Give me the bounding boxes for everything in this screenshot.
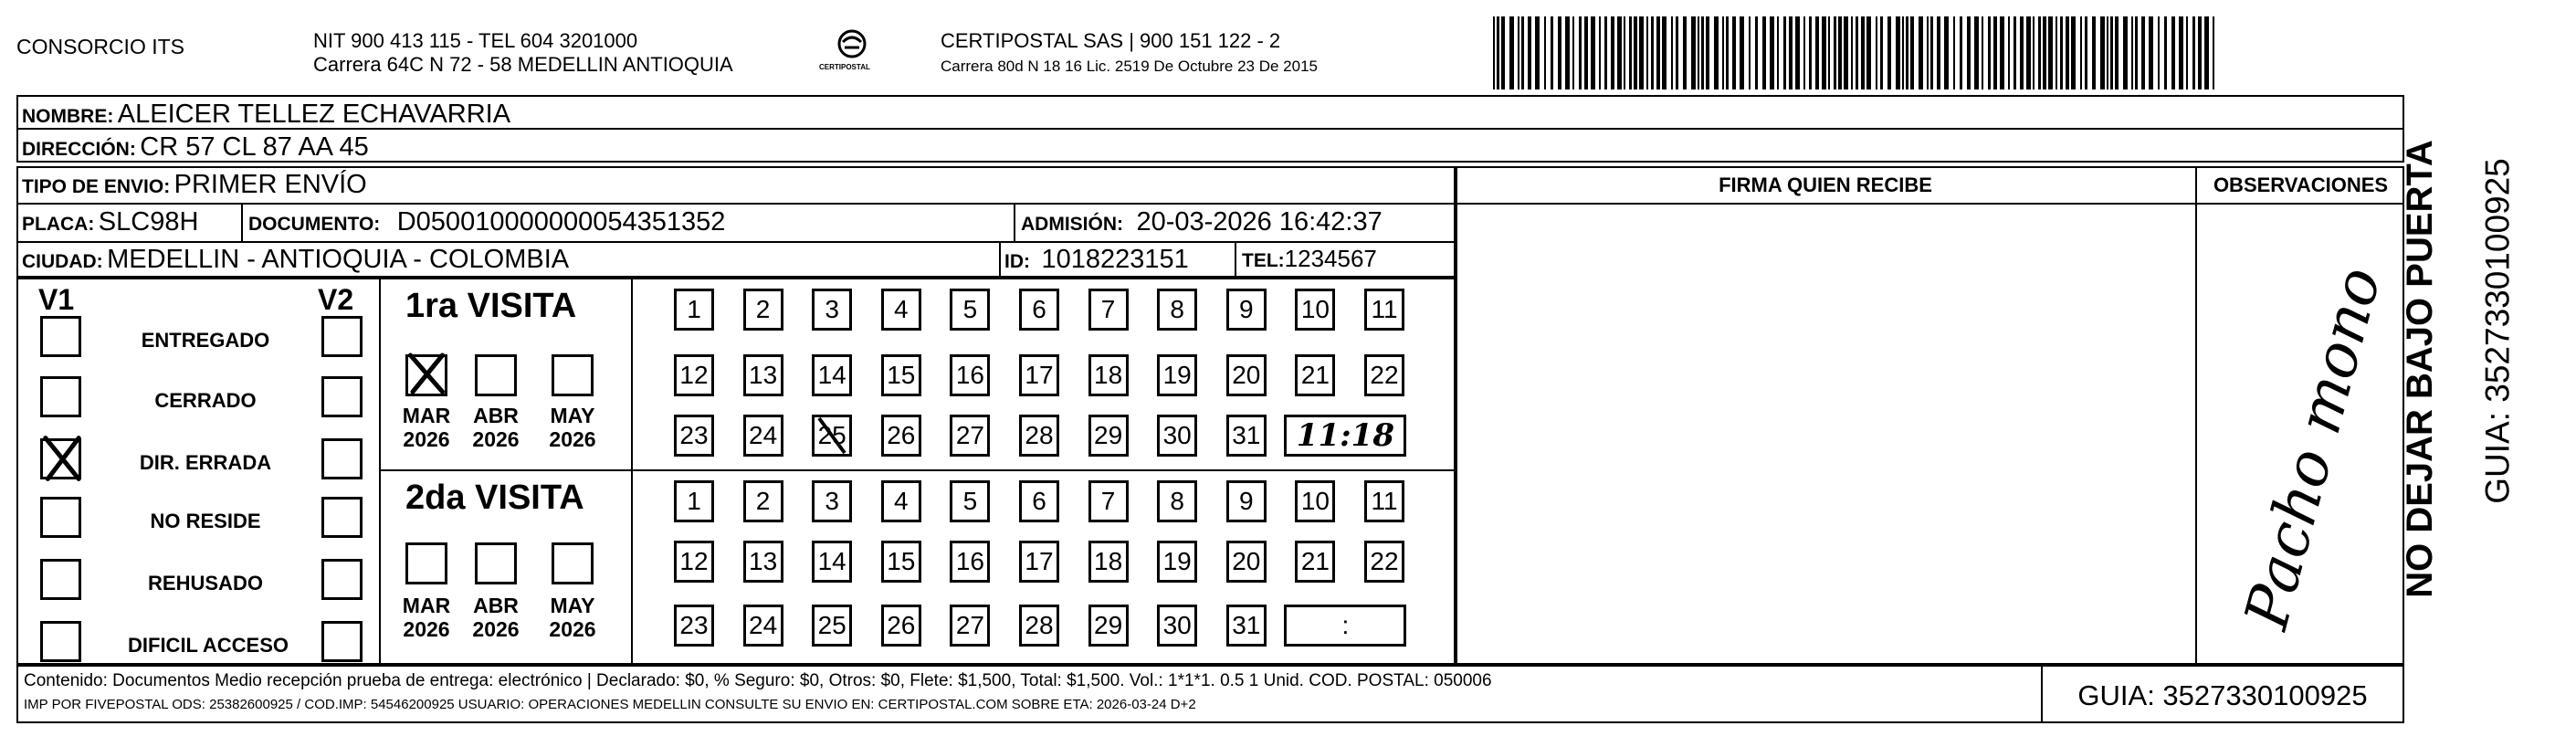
v1-checkbox[interactable]: [40, 497, 81, 538]
v2-label: V2: [318, 283, 354, 316]
day-box[interactable]: 25: [812, 415, 852, 457]
barcode-bar: [1930, 16, 1933, 89]
barcode-bar: [2056, 16, 2057, 89]
day-box[interactable]: 31: [1226, 605, 1267, 647]
month-check-mark: [404, 351, 449, 396]
day-box[interactable]: 12: [674, 354, 714, 396]
barcode-bar: [2071, 16, 2076, 89]
barcode-bar: [1906, 16, 1908, 89]
barcode-bar: [2198, 16, 2202, 89]
barcode-bar: [2164, 16, 2167, 89]
id-field: [1004, 247, 1189, 273]
v2-checkbox[interactable]: [321, 316, 363, 357]
day-box[interactable]: 13: [743, 541, 783, 583]
barcode-bar: [2000, 16, 2004, 89]
barcode-bar: [1851, 16, 1853, 89]
barcode-bar: [1822, 16, 1826, 89]
day-box[interactable]: 14: [812, 541, 852, 583]
company-name: CONSORCIO ITS: [16, 35, 185, 58]
barcode-bar: [2131, 16, 2133, 89]
barcode-bar: [1722, 16, 1724, 89]
barcode: [1493, 16, 2224, 89]
day-box[interactable]: 8: [1157, 480, 1197, 522]
barcode-bar: [1770, 16, 1774, 89]
day-box[interactable]: 24: [743, 415, 783, 457]
barcode-bar: [1993, 16, 1997, 89]
barcode-bar: [1803, 16, 1805, 89]
tipo-envio-value: PRIMER ENVÍO: [173, 170, 367, 199]
barcode-bar: [1656, 16, 1660, 89]
documento-field: [248, 209, 725, 236]
barcode-bar: [2123, 16, 2128, 89]
placa-label: PLACA:: [22, 214, 95, 235]
ciudad-label: CIUDAD:: [22, 251, 103, 272]
month-checkbox[interactable]: [405, 542, 447, 584]
tel-field: [1242, 247, 1377, 270]
barcode-bar: [1919, 16, 1923, 89]
barcode-bar: [2043, 16, 2046, 89]
barcode-bar: [2135, 16, 2138, 89]
barcode-bar: [1617, 16, 1622, 89]
day-box[interactable]: 10: [1295, 289, 1335, 331]
barcode-bar: [1518, 16, 1519, 89]
direccion-label: DIRECCIÓN:: [22, 139, 136, 160]
side-panel: [2400, 95, 2534, 643]
barcode-bar: [2085, 16, 2087, 89]
nombre-value: ALEICER TELLEZ ECHAVARRIA: [117, 100, 511, 129]
barcode-bar: [1624, 16, 1625, 89]
day-box[interactable]: 7: [1088, 480, 1129, 522]
v1-checkbox[interactable]: [40, 316, 81, 357]
month-label: MAR 2026: [402, 404, 451, 452]
barcode-bar: [2107, 16, 2108, 89]
day-cross-mark: [812, 415, 852, 457]
barcode-bar: [2192, 16, 2195, 89]
barcode-bar: [1493, 16, 1495, 89]
day-box[interactable]: 29: [1088, 605, 1129, 647]
day-box[interactable]: 28: [1019, 605, 1059, 647]
admision-field: [1021, 209, 1383, 236]
barcode-bar: [1501, 16, 1505, 89]
barcode-bar: [2213, 16, 2214, 89]
barcode-bar: [2080, 16, 2082, 89]
barcode-bar: [1599, 16, 1601, 89]
tipo-envio-field: [22, 172, 367, 198]
barcode-bar: [1671, 16, 1673, 89]
barcode-bar: [2100, 16, 2105, 89]
nombre-label: NOMBRE:: [22, 106, 114, 127]
barcode-bar: [2066, 16, 2069, 89]
day-box[interactable]: 22: [1364, 354, 1404, 396]
day-box[interactable]: 17: [1019, 541, 1059, 583]
v2-checkbox[interactable]: [321, 376, 363, 417]
documento-label: DOCUMENTO:: [248, 214, 381, 235]
month-checkbox[interactable]: [475, 354, 517, 396]
barcode-bar: [1861, 16, 1865, 89]
day-box[interactable]: 1: [674, 480, 714, 522]
day-box[interactable]: 18: [1088, 541, 1129, 583]
barcode-bar: [1755, 16, 1758, 89]
barcode-bar: [1777, 16, 1779, 89]
barcode-bar: [2060, 16, 2063, 89]
barcode-bar: [1683, 16, 1687, 89]
day-box[interactable]: 18: [1088, 354, 1129, 396]
barcode-bar: [1691, 16, 1696, 89]
status-option-label: REHUSADO: [148, 572, 263, 594]
barcode-bar: [1876, 16, 1877, 89]
v1-check-mark: [38, 433, 86, 484]
v2-checkbox[interactable]: [321, 621, 363, 662]
barcode-bar: [1646, 16, 1648, 89]
day-box[interactable]: 3: [812, 480, 852, 522]
day-box[interactable]: 29: [1088, 415, 1129, 457]
day-box[interactable]: 31: [1226, 415, 1267, 457]
v1-checkbox[interactable]: [40, 621, 81, 662]
day-box[interactable]: 27: [950, 605, 990, 647]
barcode-bar: [1565, 16, 1570, 89]
tipo-envio-label: TIPO DE ENVIO:: [22, 176, 171, 197]
day-box[interactable]: 8: [1157, 289, 1197, 331]
barcode-bar: [2186, 16, 2188, 89]
barcode-bar: [1887, 16, 1891, 89]
barcode-bar: [1584, 16, 1588, 89]
documento-value: D050010000000054351352: [396, 207, 726, 237]
status-option-label: ENTREGADO: [141, 329, 270, 352]
barcode-bar: [1544, 16, 1546, 89]
month-label: MAY 2026: [549, 404, 596, 452]
v1-checkbox[interactable]: [40, 376, 81, 417]
barcode-bar: [1732, 16, 1736, 89]
barcode-bar: [1902, 16, 1904, 89]
barcode-bar: [2115, 16, 2119, 89]
barcode-bar: [1528, 16, 1531, 89]
status-option-label: DIR. ERRADA: [139, 451, 272, 474]
tel-value: 1234567: [1284, 245, 1377, 272]
barcode-bar: [1535, 16, 1540, 89]
status-option-label: CERRADO: [154, 389, 257, 412]
barcode-bar: [1953, 16, 1955, 89]
barcode-bar: [1651, 16, 1654, 89]
barcode-bar: [1937, 16, 1940, 89]
barcode-bar: [1844, 16, 1848, 89]
month-checkbox[interactable]: [552, 354, 594, 396]
month-checkbox[interactable]: [475, 542, 517, 584]
barcode-bar: [2026, 16, 2031, 89]
barcode-bar: [2008, 16, 2010, 89]
day-box[interactable]: 30: [1157, 605, 1197, 647]
day-box[interactable]: 17: [1019, 354, 1059, 396]
barcode-bar: [1828, 16, 1830, 89]
company-address: Carrera 64C N 72 - 58 MEDELLIN ANTIOQUIA: [313, 53, 733, 76]
barcode-bar: [1927, 16, 1929, 89]
barcode-bar: [1591, 16, 1595, 89]
barcode-bar: [1521, 16, 1524, 89]
barcode-bar: [1714, 16, 1719, 89]
barcode-bar: [1838, 16, 1842, 89]
barcode-bar: [2141, 16, 2145, 89]
barcode-bar: [1944, 16, 1949, 89]
tel-label: TEL:: [1242, 250, 1285, 271]
placa-field: [22, 209, 198, 236]
time-box[interactable]: 11:18: [1284, 415, 1406, 457]
day-box[interactable]: 9: [1226, 289, 1267, 331]
day-box[interactable]: 28: [1019, 415, 1059, 457]
barcode-bar: [2179, 16, 2183, 89]
day-box[interactable]: 12: [674, 541, 714, 583]
barcode-bar: [1634, 16, 1637, 89]
barcode-bar: [1974, 16, 1979, 89]
day-box[interactable]: 6: [1019, 480, 1059, 522]
barcode-bar: [1896, 16, 1900, 89]
barcode-bar: [2110, 16, 2113, 89]
certipostal-logo: [815, 27, 888, 79]
barcode-bar: [1834, 16, 1836, 89]
courier-address: Carrera 80d N 18 16 Lic. 2519 De Octubre 23 De 2015: [941, 58, 1318, 75]
firma-header: FIRMA QUIEN RECIBE: [1719, 174, 1932, 196]
status-option-label: NO RESIDE: [150, 510, 261, 532]
visita2-title: 2da VISITA: [405, 479, 584, 517]
day-box[interactable]: 3: [812, 289, 852, 331]
barcode-bar: [1809, 16, 1812, 89]
barcode-bar: [1572, 16, 1574, 89]
barcode-bar: [1579, 16, 1582, 89]
day-box[interactable]: 21: [1295, 541, 1335, 583]
barcode-bar: [1629, 16, 1632, 89]
barcode-bar: [2013, 16, 2016, 89]
barcode-bar: [1497, 16, 1499, 89]
day-box[interactable]: 19: [1157, 354, 1197, 396]
direccion-row: [16, 128, 2404, 163]
barcode-bar: [1676, 16, 1678, 89]
barcode-bar: [1698, 16, 1699, 89]
admision-value: 20-03-2026 16:42:37: [1136, 207, 1383, 237]
id-label: ID:: [1004, 251, 1030, 272]
barcode-bar: [2171, 16, 2175, 89]
visita1-title: 1ra VISITA: [405, 287, 577, 325]
barcode-bar: [2149, 16, 2153, 89]
barcode-bar: [1960, 16, 1962, 89]
day-box[interactable]: 16: [950, 541, 990, 583]
admision-label: ADMISIÓN:: [1021, 214, 1123, 235]
day-box[interactable]: 21: [1295, 354, 1335, 396]
barcode-bar: [1639, 16, 1644, 89]
barcode-bar: [1856, 16, 1858, 89]
day-box[interactable]: 11: [1364, 289, 1404, 331]
observaciones-header: OBSERVACIONES: [2213, 174, 2389, 196]
v2-checkbox[interactable]: [321, 438, 363, 479]
courier-line: CERTIPOSTAL SAS | 900 151 122 - 2: [941, 29, 1281, 52]
footer-guia: GUIA: 3527330100925: [2077, 679, 2368, 711]
v1-checkbox[interactable]: [40, 559, 81, 600]
barcode-bar: [1701, 16, 1704, 89]
ciudad-field: [22, 247, 569, 273]
barcode-bar: [1509, 16, 1514, 89]
day-box[interactable]: 20: [1226, 541, 1267, 583]
month-label: MAY 2026: [549, 594, 596, 642]
month-label: ABR 2026: [472, 404, 520, 452]
day-box[interactable]: 5: [950, 480, 990, 522]
barcode-bar: [1789, 16, 1793, 89]
barcode-bar: [1866, 16, 1871, 89]
logo-text: CERTIPOSTAL: [819, 63, 870, 71]
barcode-bar: [1762, 16, 1766, 89]
barcode-bar: [1967, 16, 1971, 89]
nit-line: NIT 900 413 115 - TEL 604 3201000: [313, 29, 638, 52]
side-guia: GUIA: 3527330100925: [2478, 158, 2517, 504]
barcode-bar: [2204, 16, 2209, 89]
barcode-bar: [1558, 16, 1561, 89]
placa-value: SLC98H: [98, 207, 199, 237]
month-label: ABR 2026: [472, 594, 520, 642]
day-box[interactable]: 15: [881, 354, 921, 396]
barcode-bar: [1795, 16, 1800, 89]
day-box[interactable]: 10: [1295, 480, 1335, 522]
day-box[interactable]: 4: [881, 289, 921, 331]
day-box[interactable]: 25: [812, 605, 852, 647]
day-box[interactable]: 13: [743, 354, 783, 396]
day-box[interactable]: 23: [674, 415, 714, 457]
day-box[interactable]: 11: [1364, 480, 1404, 522]
day-box[interactable]: 16: [950, 354, 990, 396]
observaciones-text: Pacho mono: [2231, 259, 2395, 637]
footer-line2: IMP POR FIVEPOSTAL ODS: 25382600925 / COD.IMP: 54546200925 USUARIO: OPERACIONES MEDELLIN CONSULTE SU ENVIO EN: CERTIPOSTAL.COM SOBRE ETA: 2026-03-24 D+2: [24, 697, 1196, 712]
barcode-bar: [1880, 16, 1883, 89]
barcode-bar: [1706, 16, 1709, 89]
barcode-bar: [1988, 16, 1991, 89]
v2-checkbox[interactable]: [321, 559, 363, 600]
barcode-bar: [2092, 16, 2096, 89]
month-checkbox[interactable]: [552, 542, 594, 584]
ciudad-value: MEDELLIN - ANTIOQUIA - COLOMBIA: [107, 245, 570, 274]
barcode-bar: [1604, 16, 1607, 89]
day-box[interactable]: 7: [1088, 289, 1129, 331]
barcode-bar: [2038, 16, 2041, 89]
barcode-bar: [1662, 16, 1667, 89]
footer-line1: Contenido: Documentos Medio recepción prueba de entrega: electrónico | Declarado: $0, % Seguro: $0, Otros: $0, Flete: $1,500, Total: $1,500. Vol.: 1*1*1. 0.5 1 Unid. COD. POSTAL: 050006: [24, 671, 1492, 690]
time-box[interactable]: :: [1284, 605, 1406, 647]
day-box[interactable]: 5: [950, 289, 990, 331]
barcode-bar: [1611, 16, 1614, 89]
day-box[interactable]: 15: [881, 541, 921, 583]
month-label: MAR 2026: [402, 594, 451, 642]
barcode-bar: [2158, 16, 2160, 89]
day-box[interactable]: 2: [743, 480, 783, 522]
barcode-bar: [2048, 16, 2053, 89]
observaciones-handwriting: [2231, 259, 2395, 639]
day-box[interactable]: 4: [881, 480, 921, 522]
day-box[interactable]: 27: [950, 415, 990, 457]
barcode-bar: [2033, 16, 2035, 89]
barcode-bar: [1726, 16, 1729, 89]
barcode-bar: [1740, 16, 1744, 89]
barcode-bar: [1783, 16, 1786, 89]
barcode-bar: [1910, 16, 1914, 89]
barcode-bar: [1815, 16, 1819, 89]
status-option-label: DIFICIL ACCESO: [128, 634, 289, 657]
day-box[interactable]: 26: [881, 605, 921, 647]
day-box[interactable]: 20: [1226, 354, 1267, 396]
day-box[interactable]: 30: [1157, 415, 1197, 457]
nombre-field: [22, 101, 510, 128]
side-title: NO DEJAR BAJO PUERTA: [2400, 140, 2440, 598]
barcode-bar: [1749, 16, 1751, 89]
day-box[interactable]: 6: [1019, 289, 1059, 331]
v2-checkbox[interactable]: [321, 497, 363, 538]
v1-label: V1: [38, 283, 75, 316]
day-box[interactable]: 22: [1364, 541, 1404, 583]
barcode-bar: [2020, 16, 2024, 89]
day-box[interactable]: 24: [743, 605, 783, 647]
barcode-bar: [1551, 16, 1553, 89]
id-value: 1018223151: [1041, 245, 1189, 274]
day-box[interactable]: 23: [674, 605, 714, 647]
direccion-field: [22, 134, 369, 161]
day-box[interactable]: 19: [1157, 541, 1197, 583]
day-box[interactable]: 1: [674, 289, 714, 331]
day-box[interactable]: 9: [1226, 480, 1267, 522]
direccion-value: CR 57 CL 87 AA 45: [140, 132, 369, 162]
day-box[interactable]: 26: [881, 415, 921, 457]
barcode-bar: [1982, 16, 1983, 89]
day-box[interactable]: 2: [743, 289, 783, 331]
day-box[interactable]: 14: [812, 354, 852, 396]
